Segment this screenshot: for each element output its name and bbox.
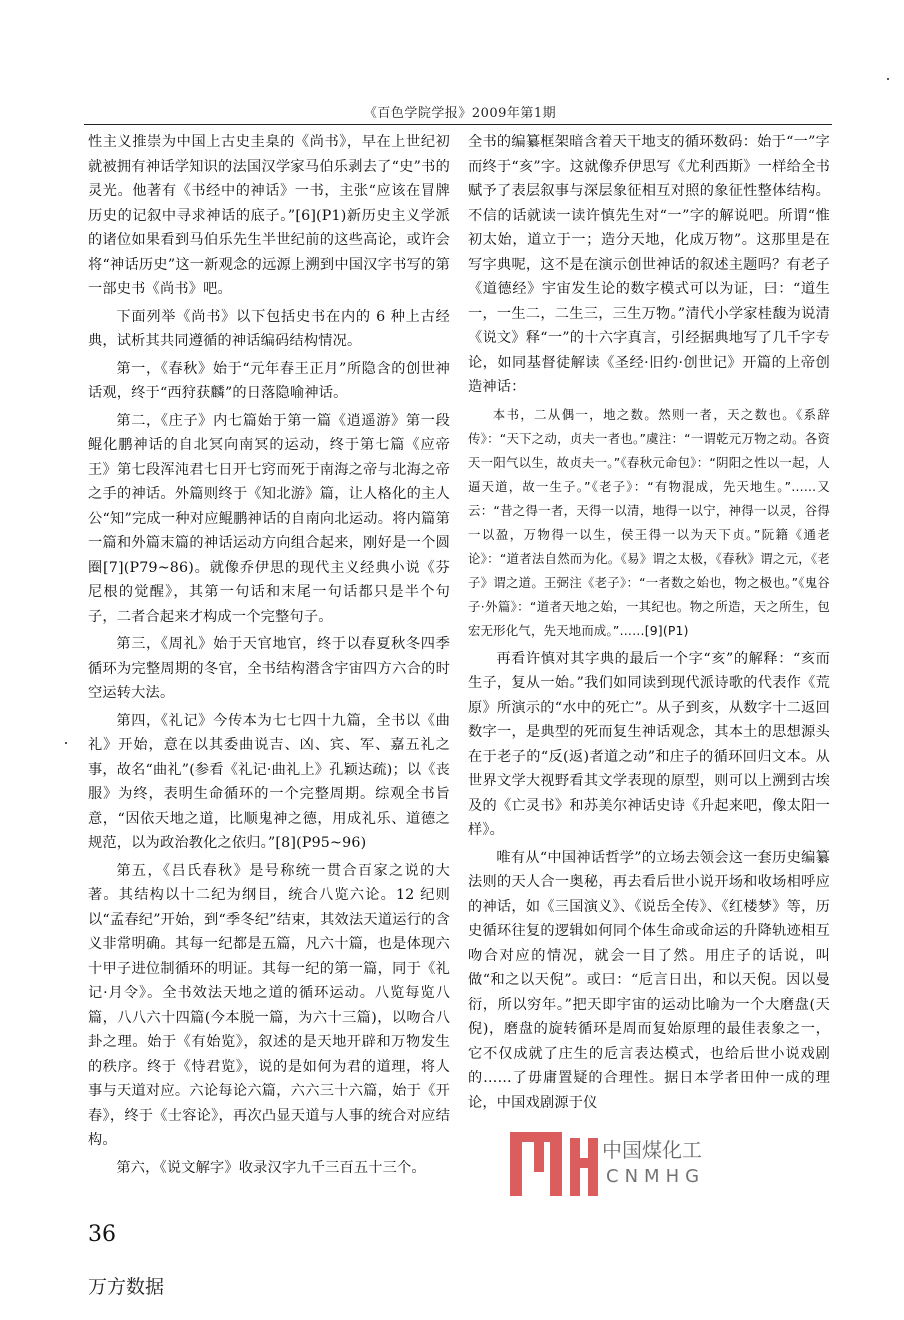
paragraph: 唯有从“中国神话哲学”的立场去领会这一套历史编纂法则的天人合一奥秘，再去看后世小说开场和收场相呼应的神话，如《三国演义》、《说岳全传》、《红楼梦》等，历史循环往复的逻辑如何同个体生命或命运的升降轨迹相互吻合对应的情况，就会一目了然。用庄子的话说，叫做“和之以天倪”。或曰：“卮言日出，和以天倪。因以曼衍，所以穷年。”把天即宇宙的运动比喻为一个大磨盘(天倪)，磨盘的旋转循环是周而复始原理的最佳表象之一，它不仅成就了庄生的卮言表达模式，也给后世小说戏剧的……了毋庸置疑的合理性。据日本学者田仲一成的理论，中国戏剧源于仪 bbox=[468, 849, 830, 1111]
scan-speck bbox=[65, 742, 67, 744]
paragraph: 第四，《礼记》今传本为七七四十九篇，全书以《曲礼》开始，意在以其委曲说吉、凶、宾、军、嘉五礼之事，故名“曲礼”(参看《礼记·曲礼上》孔颖达疏)；以《丧服》为终，表明生命循环的一个完整周期。综观全书旨意，“因依天地之道，比顺鬼神之德，用成礼乐、道德之规范，以为政治教化之依归。”[8](P95~96) bbox=[88, 712, 451, 851]
paragraph: 第六，《说文解字》收录汉字九千三百五十三个。 bbox=[116, 1159, 426, 1176]
footer-brand: 万方数据 bbox=[88, 1276, 165, 1298]
header-rule bbox=[84, 124, 832, 125]
block-quote: 本书，二从偶一，地之数。然则一者，天之数也。《系辞传》：“天下之动，贞夫一者也。”虞注：“一谓乾元万物之动。各资天一阳气以生，故贞夫一。”《春秋元命包》：“阴阳之性以一起，人逼天道，故一生子。”《老子》：“有物混成，先天地生。”……又云：“昔之得一者，天得一以清，地得一以宁，神得一以灵，谷得一以盈，万物得一以生，侯王得一以为天下贞。”阮籍《通老论》：“道者法自然而为化。《易》谓之太极，《春秋》谓之元，《老子》谓之道。王弼注《老子》：“一者数之始也，物之极也。”《鬼谷子·外篇》：“道者天地之始，一其纪也。物之所造，天之所生，包宏无形化气，先天地而成。”……[9](P1) bbox=[468, 406, 830, 638]
paragraph: 第五，《吕氏春秋》是号称统一贯合百家之说的大著。其结构以十二纪为纲目，统合八览六论。12 纪则以“孟春纪”开始，到“季冬纪”结束，其效法天道运行的含义非常明确。其每一纪都是五篇，凡六十篇，也是体现六十甲子进位制循环的明证。其每一纪的第一篇，同于《礼记·月令》。全书效法天地之道的循环运动。八览每览八篇，八八六十四篇(今本脱一篇，为六十三篇)，以吻合八卦之理。始于《有始览》，叙述的是天地开辟和万物发生的秩序。终于《恃君览》，说的是如何为君的道理，将人事与天道对应。六论每论六篇，六六三十六篇，始于《开春》，终于《士容论》，再次凸显天道与人事的统合对应结构。 bbox=[88, 862, 450, 1148]
paragraph: 第一，《春秋》始于“元年春王正月”所隐含的创世神话观，终于“西狩获麟”的日落隐喻神话。 bbox=[88, 360, 450, 401]
running-header: 《百色学院学报》2009年第1期 bbox=[363, 106, 557, 121]
paragraph: 第二，《庄子》内七篇始于第一篇《逍遥游》第一段鲲化鹏神话的自北冥向南冥的运动，终于第七篇《应帝王》第七段浑沌君七日开七窍而死于南海之帝与北海之帝之手的神话。外篇则终于《知北游》篇，让人格化的主人公“知”完成一种对应鲲鹏神话的自南向北运动。将内篇第一篇和外篇末篇的神话运动方向组合起来，刚好是一个圆圈[7](P79~86)。就像乔伊思的现代主义经典小说《芬尼根的觉醒》，其第一句话和末尾一句话都只是半个句子，二者合起来才构成一个完整句子。 bbox=[88, 412, 450, 625]
paragraph: 全书的编纂框架暗含着天干地支的循环数码：始于“一”字而终于“亥”字。这就像乔伊思写《尤利西斯》一样给全书赋予了表层叙事与深层象征相互对照的象征性整体结构。不信的话就读一读许慎先生对“一”字的解说吧。所谓“惟初太始，道立于一；造分天地，化成万物”。这那里是在写字典呢，这不是在演示创世神话的叙述主题吗？有老子《道德经》宇宙发生论的数字模式可以为证，曰：“道生一，一生二，二生三，三生万物。”清代小学家桂馥为说清《说文》释“一”的十六字真言，引经据典地写了几千字专论，如同基督徒解读《圣经·旧约·创世记》开篇的上帝创造神话： bbox=[468, 134, 830, 395]
left-column bbox=[88, 130, 450, 1183]
paragraph: 再看许慎对其字典的最后一个字“亥”的解释：“亥而生子，复从一始。”我们如同读到现代派诗歌的代表作《荒原》所演示的“水中的死亡”。从子到亥，从数字十二返回数字一，是典型的死而复生神话观念，其本土的思想源头在于老子的“反(返)者道之动”和庄子的循环回归文本。从世界文学大视野看其文学表现的原型，则可以上溯到古埃及的《亡灵书》和苏美尔神话史诗《升起来吧，像太阳一样》。 bbox=[468, 650, 830, 838]
paragraph: 第三，《周礼》始于天官地官，终于以春夏秋冬四季循环为完整周期的冬官，全书结构潜含宇宙四方六合的时空运转大法。 bbox=[88, 636, 450, 701]
page-number: 36 bbox=[88, 1222, 116, 1247]
watermark-text-en: CNMHG bbox=[606, 1166, 706, 1187]
watermark-logo bbox=[506, 1128, 752, 1200]
watermark-text-cn: 中国煤化工 bbox=[602, 1138, 702, 1162]
paragraph: 下面列举《尚书》以下包括史书在内的 6 种上古经典，试析其共同遵循的神话编码结构情况。 bbox=[88, 308, 450, 349]
scan-speck bbox=[887, 78, 889, 80]
paragraph: 性主义推崇为中国上古史圭臬的《尚书》，早在上世纪初就被拥有神话学知识的法国汉学家马伯乐剥去了“史”书的灵光。他著有《书经中的神话》一书，主张“应该在冒牌历史的记叙中寻求神话的底子。”[6](P1)新历史主义学派的诸位如果看到马伯乐先生半世纪前的这些高论，或许会将“神话历史”这一新观念的远源上溯到中国汉字书写的第一部史书《尚书》吧。 bbox=[88, 134, 450, 297]
right-column bbox=[468, 130, 830, 1118]
cnmhg-logo-icon bbox=[506, 1128, 600, 1200]
